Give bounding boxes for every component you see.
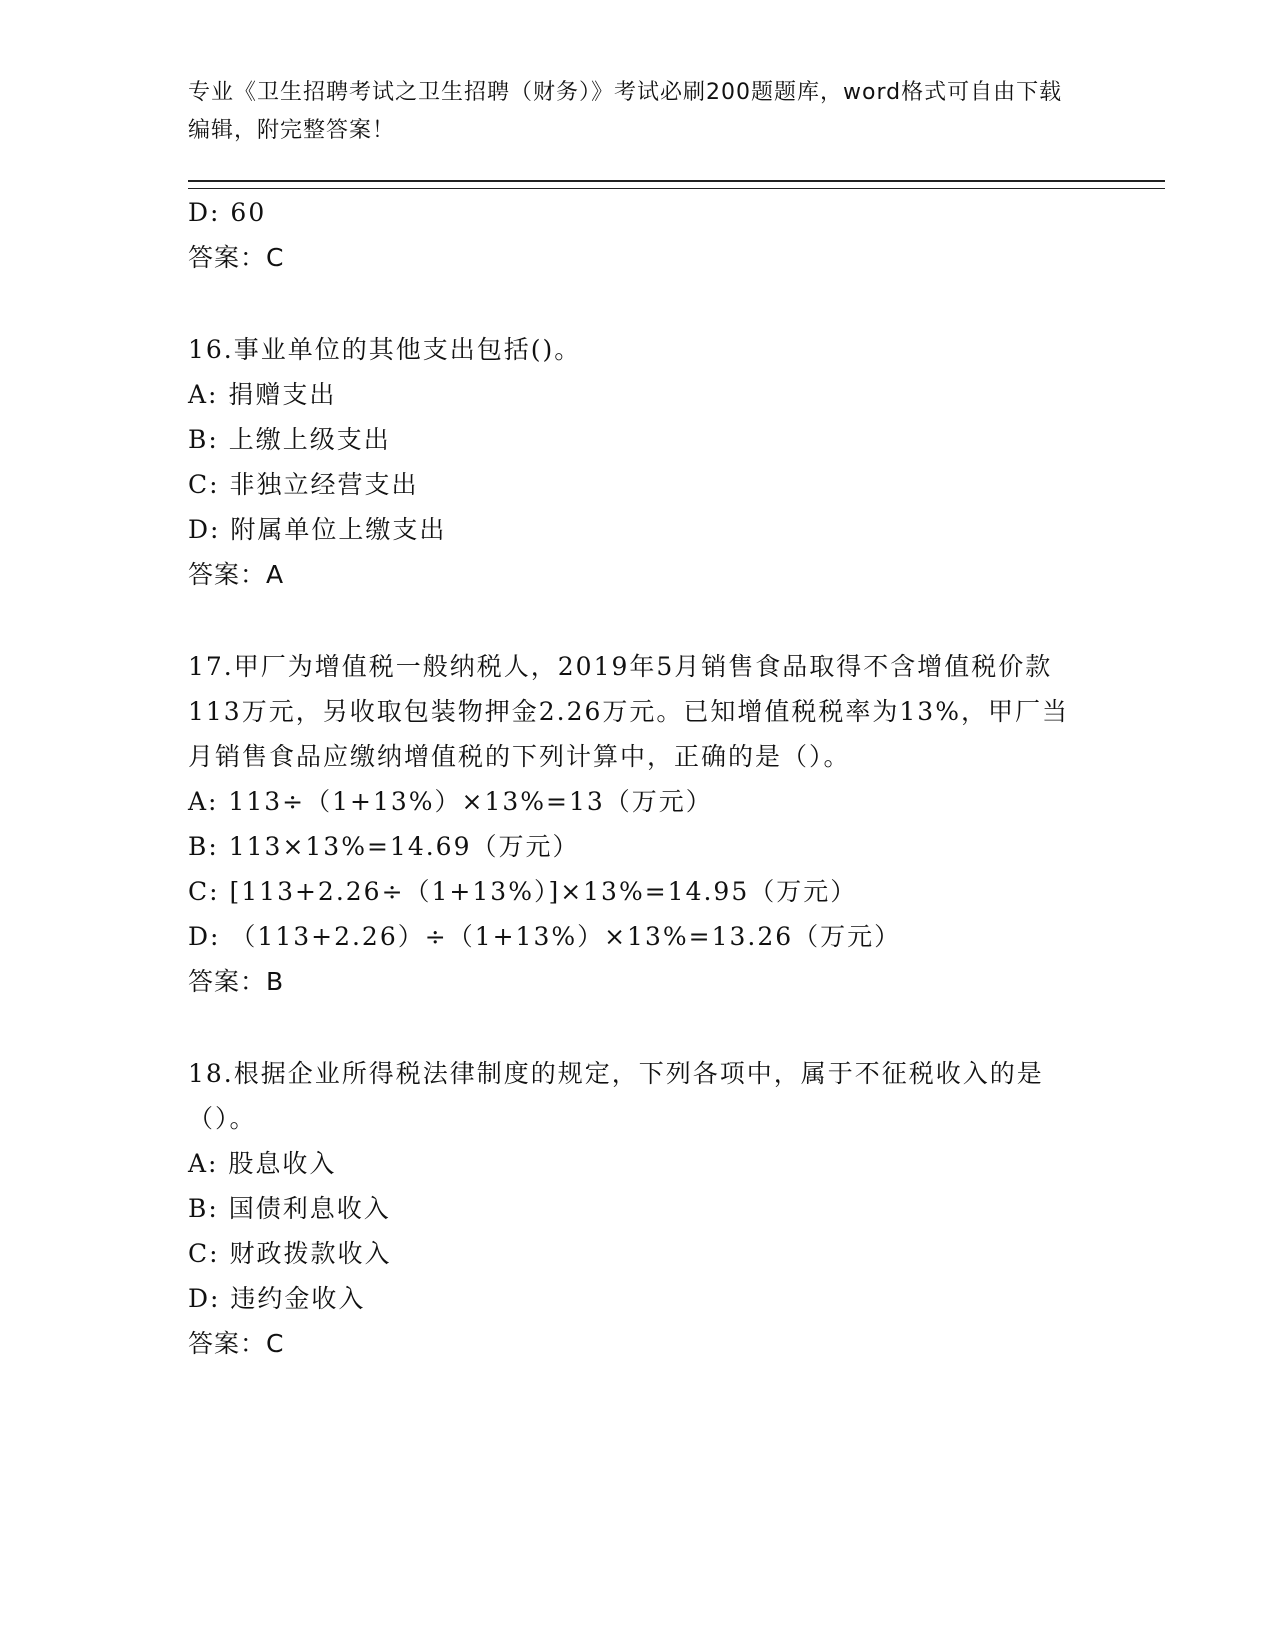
question-17 [188, 644, 1088, 1004]
question-stem: 18.根据企业所得税法律制度的规定，下列各项中，属于不征税收入的是（）。 [188, 1059, 1044, 1133]
option-c: C: 非独立经营支出 [188, 470, 419, 499]
option-a: A: 113÷（1+13%）×13%=13（万元） [188, 787, 713, 816]
answer-line: 答案：A [188, 560, 285, 589]
option-c: C: [113+2.26÷（1+13%）]×13%=14.95（万元） [188, 877, 858, 906]
answer-line: 答案：C [188, 243, 285, 272]
option-b: B: 113×13%=14.69（万元） [188, 832, 580, 861]
option-b: B: 上缴上级支出 [188, 425, 391, 454]
option-d: D: （113+2.26）÷（1+13%）×13%=13.26（万元） [188, 922, 902, 951]
option-d: D: 附属单位上缴支出 [188, 515, 447, 544]
document-body [188, 190, 1088, 1366]
option-b: B: 国债利息收入 [188, 1194, 391, 1223]
answer-line: 答案：B [188, 967, 285, 996]
page-header: 专业《卫生招聘考试之卫生招聘（财务）》考试必刷200题题库，word格式可自由下载编辑，附完整答案！ [188, 80, 1063, 143]
question-stem: 17.甲厂为增值税一般纳税人，2019年5月销售食品取得不含增值税价款113万元，另收取包装物押金2.26万元。已知增值税税率为13%，甲厂当月销售食品应缴纳增值税的下列计算中，正确的是（）。 [188, 652, 1069, 771]
question-18 [188, 1051, 1088, 1366]
option-d: D: 违约金收入 [188, 1284, 366, 1313]
question-16 [188, 327, 1088, 597]
option-a: A: 捐赠支出 [188, 380, 337, 409]
header-divider [188, 180, 1165, 189]
option-a: A: 股息收入 [188, 1149, 337, 1178]
question-stem: 16.事业单位的其他支出包括()。 [188, 335, 582, 364]
answer-line: 答案：C [188, 1329, 285, 1358]
option-d: D: 60 [188, 198, 267, 227]
option-c: C: 财政拨款收入 [188, 1239, 392, 1268]
